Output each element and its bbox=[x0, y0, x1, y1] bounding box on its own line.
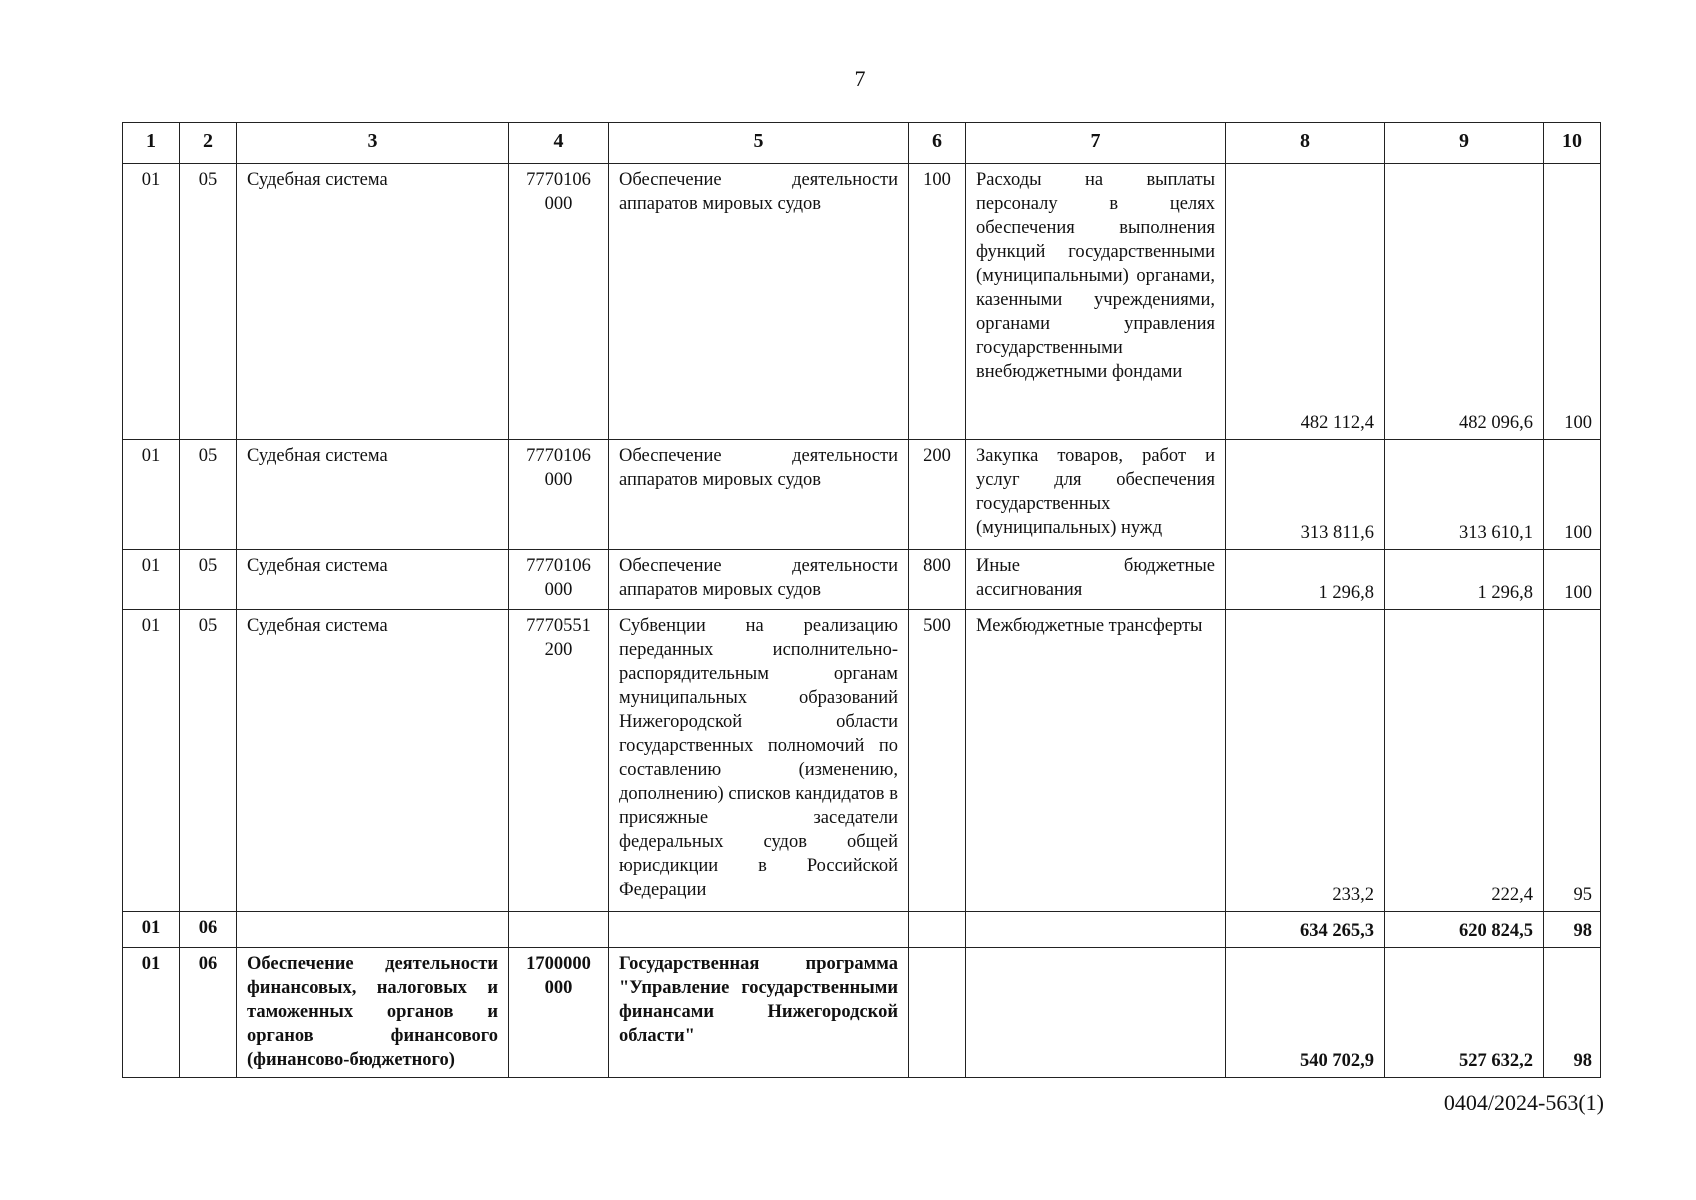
column-header: 5 bbox=[609, 123, 909, 164]
expense-type-name: Иные бюджетные ассигнования bbox=[966, 550, 1226, 610]
planned-amount: 313 811,6 bbox=[1226, 440, 1385, 550]
column-header: 4 bbox=[509, 123, 609, 164]
section-name: Судебная система bbox=[237, 610, 509, 912]
section-code: 01 bbox=[123, 912, 180, 948]
column-header: 1 bbox=[123, 123, 180, 164]
table-row bbox=[123, 610, 1601, 912]
target-article-code: 7770106 000 bbox=[509, 550, 609, 610]
planned-amount: 233,2 bbox=[1226, 610, 1385, 912]
table-row bbox=[123, 550, 1601, 610]
actual-amount: 1 296,8 bbox=[1385, 550, 1544, 610]
section-name bbox=[237, 912, 509, 948]
subsection-code: 05 bbox=[180, 440, 237, 550]
expense-type-code bbox=[909, 912, 966, 948]
column-header: 7 bbox=[966, 123, 1226, 164]
expense-type-name: Межбюджетные трансферты bbox=[966, 610, 1226, 912]
section-code: 01 bbox=[123, 550, 180, 610]
budget-table bbox=[122, 122, 1601, 1078]
column-header: 9 bbox=[1385, 123, 1544, 164]
execution-percent: 95 bbox=[1544, 610, 1601, 912]
expense-type-code: 800 bbox=[909, 550, 966, 610]
column-header: 3 bbox=[237, 123, 509, 164]
section-name: Судебная система bbox=[237, 164, 509, 440]
execution-percent: 100 bbox=[1544, 164, 1601, 440]
subsection-code: 06 bbox=[180, 912, 237, 948]
actual-amount: 527 632,2 bbox=[1385, 948, 1544, 1078]
execution-percent: 98 bbox=[1544, 912, 1601, 948]
expense-type-name bbox=[966, 912, 1226, 948]
column-header: 10 bbox=[1544, 123, 1601, 164]
expense-type-name: Расходы на выплаты персоналу в целях обеспечения выполнения функций государственными (муниципальными) органами, казенными учреждениями, органами управления государственными внебюджетными фондами bbox=[966, 164, 1226, 440]
section-code: 01 bbox=[123, 948, 180, 1078]
table-row-program bbox=[123, 948, 1601, 1078]
expense-type-code: 100 bbox=[909, 164, 966, 440]
target-article-name bbox=[609, 912, 909, 948]
expense-type-code: 500 bbox=[909, 610, 966, 912]
target-article-name: Обеспечение деятельности аппаратов мировых судов bbox=[609, 440, 909, 550]
actual-amount: 620 824,5 bbox=[1385, 912, 1544, 948]
target-article-code: 7770551 200 bbox=[509, 610, 609, 912]
subsection-code: 05 bbox=[180, 610, 237, 912]
actual-amount: 222,4 bbox=[1385, 610, 1544, 912]
section-name: Обеспечение деятельности финансовых, налоговых и таможенных органов и органов финансового (финансово-бюджетного) bbox=[237, 948, 509, 1078]
document-code: 0404/2024-563(1) bbox=[1443, 1090, 1604, 1115]
execution-percent: 100 bbox=[1544, 440, 1601, 550]
planned-amount: 634 265,3 bbox=[1226, 912, 1385, 948]
expense-type-code: 200 bbox=[909, 440, 966, 550]
table-header-row bbox=[123, 123, 1601, 164]
planned-amount: 482 112,4 bbox=[1226, 164, 1385, 440]
subsection-code: 05 bbox=[180, 164, 237, 440]
target-article-code: 7770106 000 bbox=[509, 440, 609, 550]
execution-percent: 98 bbox=[1544, 948, 1601, 1078]
page-number: 7 bbox=[854, 66, 866, 91]
section-code: 01 bbox=[123, 164, 180, 440]
column-header: 6 bbox=[909, 123, 966, 164]
target-article-name: Государственная программа "Управление государственными финансами Нижегородской области" bbox=[609, 948, 909, 1078]
planned-amount: 1 296,8 bbox=[1226, 550, 1385, 610]
target-article-code: 7770106 000 bbox=[509, 164, 609, 440]
execution-percent: 100 bbox=[1544, 550, 1601, 610]
actual-amount: 313 610,1 bbox=[1385, 440, 1544, 550]
subsection-code: 06 bbox=[180, 948, 237, 1078]
section-code: 01 bbox=[123, 440, 180, 550]
actual-amount: 482 096,6 bbox=[1385, 164, 1544, 440]
section-name: Судебная система bbox=[237, 440, 509, 550]
target-article-name: Обеспечение деятельности аппаратов мировых судов bbox=[609, 164, 909, 440]
table-row bbox=[123, 440, 1601, 550]
section-name: Судебная система bbox=[237, 550, 509, 610]
expense-type-name: Закупка товаров, работ и услуг для обеспечения государственных (муниципальных) нужд bbox=[966, 440, 1226, 550]
target-article-code: 1700000 000 bbox=[509, 948, 609, 1078]
target-article-name: Обеспечение деятельности аппаратов мировых судов bbox=[609, 550, 909, 610]
expense-type-name bbox=[966, 948, 1226, 1078]
column-header: 8 bbox=[1226, 123, 1385, 164]
column-header: 2 bbox=[180, 123, 237, 164]
target-article-name: Субвенции на реализацию переданных исполнительно-распорядительным органам муниципальных образований Нижегородской области государственных полномочий по составлению (изменению, дополнению) списков кандидатов в присяжные заседатели федеральных судов общей юрисдикции в Российской Федерации bbox=[609, 610, 909, 912]
expense-type-code bbox=[909, 948, 966, 1078]
target-article-code bbox=[509, 912, 609, 948]
table-row bbox=[123, 164, 1601, 440]
section-code: 01 bbox=[123, 610, 180, 912]
table-row-subtotal bbox=[123, 912, 1601, 948]
planned-amount: 540 702,9 bbox=[1226, 948, 1385, 1078]
subsection-code: 05 bbox=[180, 550, 237, 610]
